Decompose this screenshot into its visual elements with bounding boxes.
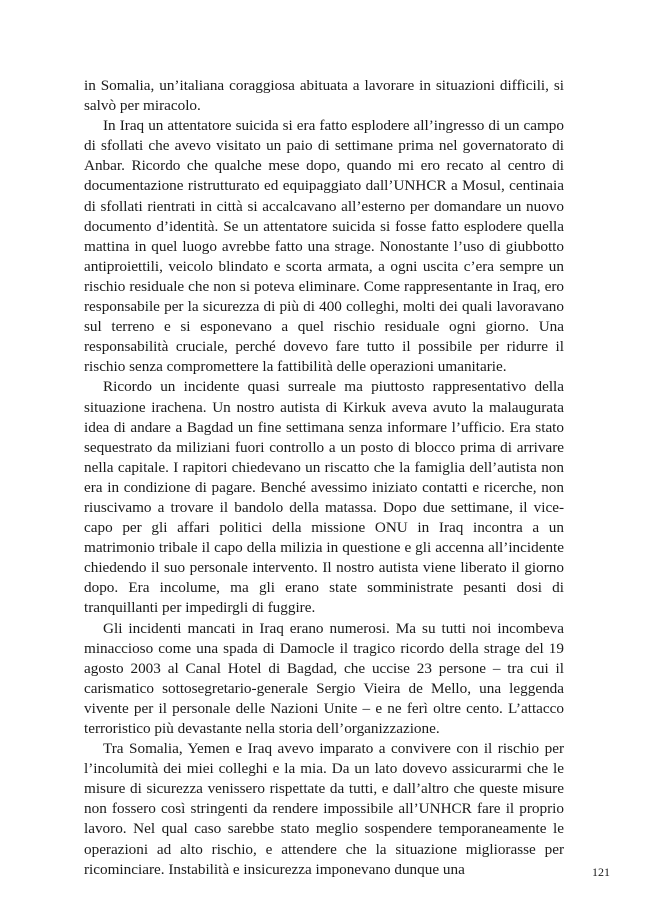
paragraph-4: Gli incidenti mancati in Iraq erano numerosi. Ma su tutti noi incombeva minaccioso come una spada di Damocle il tragico ricordo della strage del 19 agosto 2003 al Canal Hotel di Bagdad, che uccise 23 persone – tra cui il carismatico sottosegretario-generale Sergio Vieira de Mello, una leggenda vivente per il personale delle Nazioni Unite – e ne ferì oltre cento. L’attacco terroristico più devastante nella storia dell’organizzazione. [84,619,564,737]
paragraph-1: in Somalia, un’italiana coraggiosa abituata a lavorare in situazioni difficili, si salvò per miracolo. [84,77,564,115]
body-text [84,76,564,880]
paragraph-3: Ricordo un incidente quasi surreale ma piuttosto rappresentativo della situazione irachena. Un nostro autista di Kirkuk aveva avuto la malaugurata idea di andare a Bagdad un fine settimana senza informare l’ufficio. Era stato sequestrato da miliziani fuori controllo a un posto di blocco prima di arrivare nella capitale. I rapitori chiedevano un riscatto che la famiglia dell’autista non era in condizione di pagare. Benché avessimo iniziato contatti e ricerche, non riuscivamo a trovare il bandolo della matassa. Dopo due settimane, il vice-capo per gli affari politici della missione ONU in Iraq incontra a un matrimonio tribale il capo della milizia in questione e gli accenna all’incidente chiedendo il suo personale intervento. Il nostro autista viene liberato il giorno dopo. Era incolume, ma gli erano state somministrate pesanti dosi di tranquillanti per impedirgli di fuggire. [84,378,564,617]
paragraph-5: Tra Somalia, Yemen e Iraq avevo imparato a convivere con il rischio per l’incolumità dei miei colleghi e la mia. Da un lato dovevo assicurarmi che le misure di sicurezza venissero rispettate da tutti, e dall’altro che queste misure non fossero così stringenti da rendere impossibile all’UNHCR fare il proprio lavoro. Nel qual caso sarebbe stato meglio sospendere temporaneamente le operazioni ad alto rischio, e attendere che la situazione migliorasse per ricominciare. Instabilità e insicurezza imponevano dunque una [84,740,564,878]
page-number: 121 [592,865,610,879]
paragraph-2: In Iraq un attentatore suicida si era fatto esplodere all’ingresso di un campo di sfollati che avevo visitato un paio di settimane prima nel governatorato di Anbar. Ricordo che qualche mese dopo, quando mi ero recato al centro di documentazione ristrutturato ed equipaggiato dall’UNHCR a Mosul, centinaia di sfollati rientrati in città si accalcavano all’esterno per domandare un nuovo documento d’identità. Se un attentatore suicida si fosse fatto esplodere quella mattina in quel luogo avrebbe fatto una strage. Nonostante l’uso di giubbotto antiproiettili, veicolo blindato e scorta armata, a ogni uscita c’era sempre un rischio residuale che non si poteva eliminare. Come rappresentante in Iraq, ero responsabile per la sicurezza di più di 400 colleghi, molti dei quali lavoravano sul terreno e si esponevano a quel rischio residuale ogni giorno. Una responsabilità cruciale, perché dovevo fare tutto il possibile per ridurre il rischio senza compromettere la fattibilità delle operazioni umanitarie. [84,117,564,376]
